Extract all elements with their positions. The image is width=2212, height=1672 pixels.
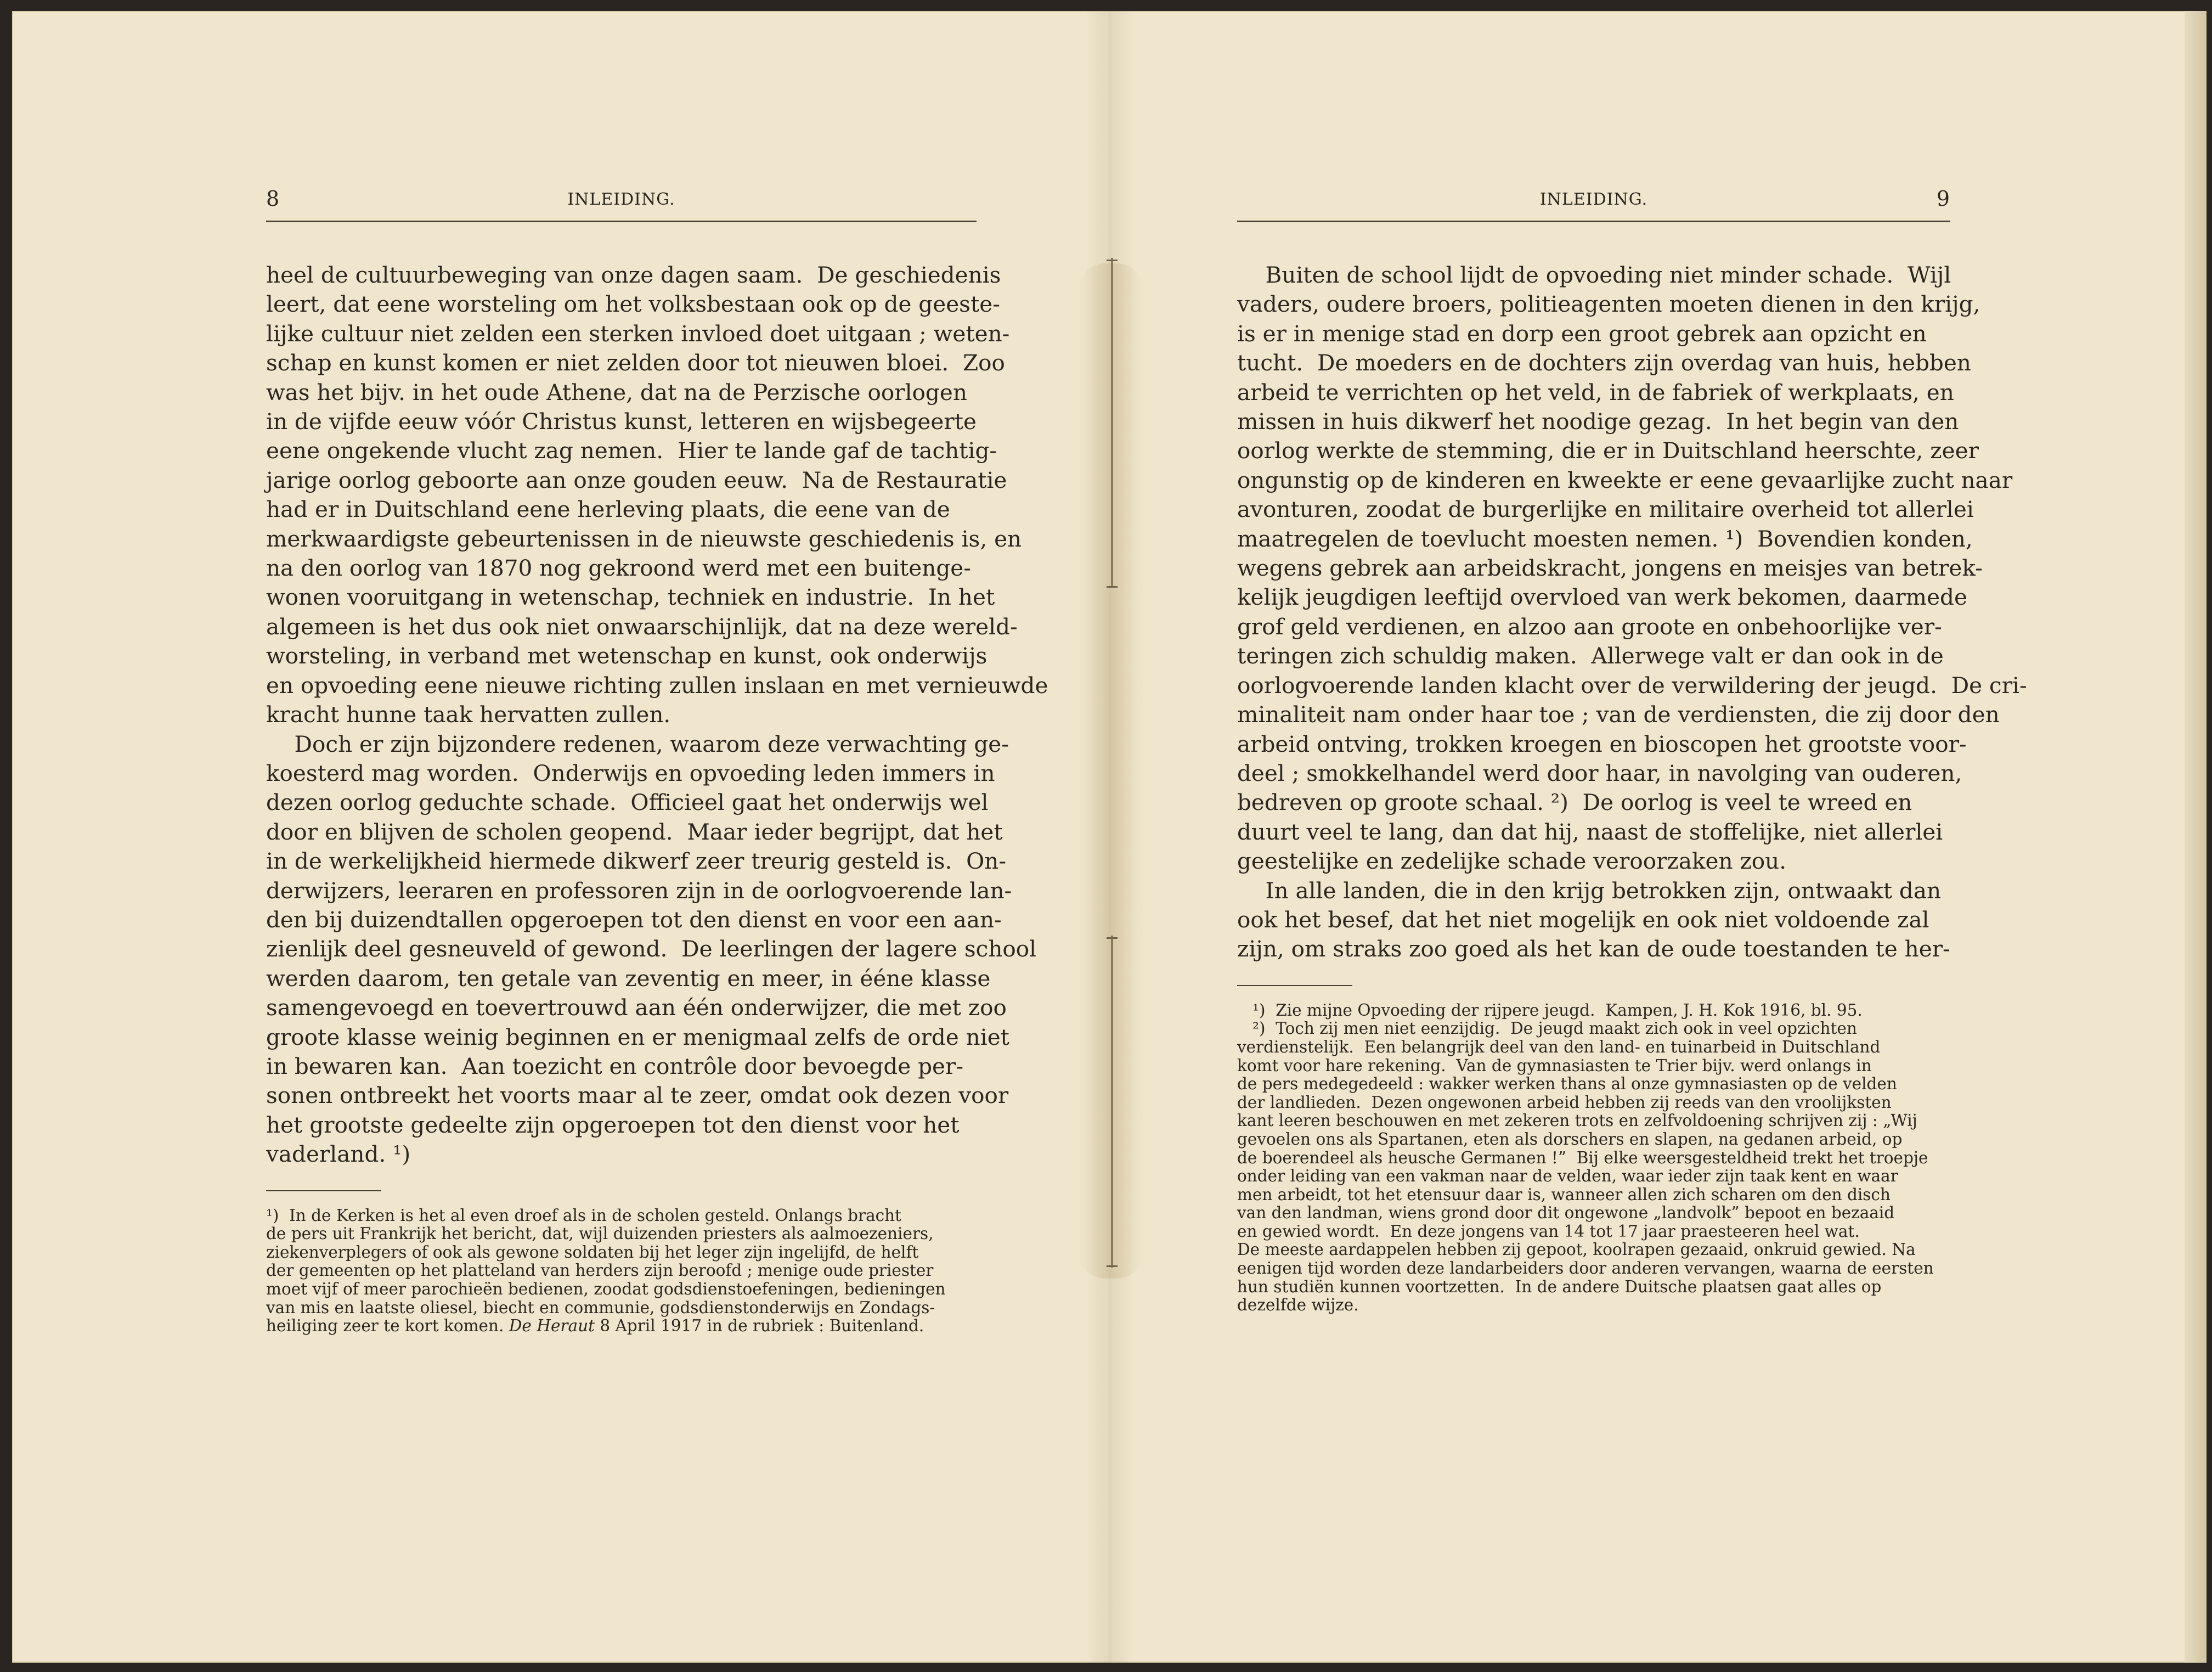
body-line: worsteling, in verband met wetenschap en kunst, ook onderwijs <box>266 643 988 669</box>
page-number: 9 <box>1936 187 1950 211</box>
footnote-line: hun studiën kunnen voortzetten. In de andere Duitsche plaatsen gaat alles op <box>1237 1277 1882 1296</box>
footnote-line: De meeste aardappelen hebben zij gepoot, koolrapen gezaaid, onkruid gewied. Na <box>1237 1240 1916 1259</box>
body-line: arbeid te verrichten op het veld, in de fabriek of werkplaats, en <box>1237 379 1954 406</box>
binding-mark <box>1107 260 1118 261</box>
binding-mark <box>1107 937 1118 939</box>
body-line: duurt veel te lang, dan dat hij, naast de stoffelijke, niet allerlei <box>1237 818 1943 845</box>
body-line: in de vijfde eeuw vóór Christus kunst, letteren en wijsbegeerte <box>266 408 977 435</box>
body-line: eene ongekende vlucht zag nemen. Hier te lande gaf de tachtig- <box>266 437 997 464</box>
footnote-line: dezelfde wijze. <box>1237 1296 1359 1315</box>
footnote-rule <box>1237 985 1352 986</box>
publication-title: De Heraut <box>509 1316 595 1336</box>
body-line: vaderland. ¹) <box>266 1141 411 1168</box>
body-line: derwijzers, leeraren en professoren zijn in de oorlogvoerende lan- <box>266 877 1012 904</box>
footnote-line: de pers medegedeeld : wakker werken thans al onze gymnasiasten op de velden <box>1237 1074 1897 1094</box>
body-line: oorlog werkte de stemming, die er in Duitschland heerschte, zeer <box>1237 437 1979 464</box>
body-line: lijke cultuur niet zelden een sterken invloed doet uitgaan ; weten- <box>266 320 1010 347</box>
binding-thread-upper <box>1111 258 1113 587</box>
running-head <box>1237 181 1950 222</box>
binding-thread-lower <box>1111 936 1113 1268</box>
body-line: zienlijk deel gesneuveld of gewond. De leerlingen der lagere school <box>266 936 1037 962</box>
footnote-line: moet vijf of meer parochieën bedienen, zoodat godsdienstoefeningen, bedieningen <box>266 1279 946 1298</box>
body-line: algemeen is het dus ook niet onwaarschijnlijk, dat na deze wereld- <box>266 613 1018 640</box>
body-line: na den oorlog van 1870 nog gekroond werd met een buitenge- <box>266 555 971 582</box>
running-head-title: INLEIDING. <box>1539 190 1648 209</box>
body-text <box>266 261 1048 1169</box>
body-line: maatregelen de toevlucht moesten nemen. ¹) Bovendien konden, <box>1237 525 1973 552</box>
body-line: avonturen, zoodat de burgerlijke en militaire overheid tot allerlei <box>1237 496 1974 523</box>
body-line: groote klasse weinig beginnen en er menigmaal zelfs de orde niet <box>266 1023 1009 1050</box>
body-line: arbeid ontving, trokken kroegen en bioscopen het grootste voor- <box>1237 730 1967 757</box>
footnote-line: heiliging zeer te kort komen. De Heraut 8 April 1917 in de rubriek : Buitenland. <box>266 1316 924 1336</box>
body-line: vaders, oudere broers, politieagenten moeten dienen in den krijg, <box>1237 291 1980 318</box>
body-line: dezen oorlog geduchte schade. Officieel gaat het onderwijs wel <box>266 789 989 816</box>
body-line: in de werkelijkheid hiermede dikwerf zeer treurig gesteld is. On- <box>266 848 1007 875</box>
footnote-rule <box>266 1190 381 1191</box>
body-line: tucht. De moeders en de dochters zijn overdag van huis, hebben <box>1237 350 1971 376</box>
footnote-line: van den landman, wiens grond door dit ongewone „landvolk” bepoot en bezaaid <box>1237 1203 1895 1223</box>
running-head-title: INLEIDING. <box>567 190 675 209</box>
footnote-line: der landlieden. Dezen ongewonen arbeid hebben zij reeds van den vroolijksten <box>1237 1093 1892 1112</box>
body-line: minaliteit nam onder haar toe ; van de verdiensten, die zij door den <box>1237 701 2000 728</box>
body-line: teringen zich schuldig maken. Allerwege valt er dan ook in de <box>1237 643 1944 669</box>
footnote-line: van mis en laatste oliesel, biecht en communie, godsdienstonderwijs en Zondags- <box>266 1298 935 1317</box>
footnote-line: verdienstelijk. Een belangrijk deel van den land- en tuinarbeid in Duitschland <box>1237 1037 1881 1056</box>
body-line: kelijk jeugdigen leeftijd overvloed van werk bekomen, daarmede <box>1237 584 1967 611</box>
running-head <box>266 181 977 222</box>
body-line: ongunstig op de kinderen en kweekte er eene gevaarlijke zucht naar <box>1237 466 2013 493</box>
right-page <box>1237 181 2027 1315</box>
footnote-line: ziekenverplegers of ook als gewone soldaten bij het leger zijn ingelijfd, de helft <box>266 1242 919 1262</box>
footnote-line: kant leeren beschouwen en met zekeren trots en zelfvoldoening schrijven zij : „Wij <box>1237 1111 1917 1130</box>
page-edge <box>2185 11 2207 1663</box>
body-line: merkwaardigste gebeurtenissen in de nieuwste geschiedenis is, en <box>266 525 1022 552</box>
footnote-line: eenigen tijd worden deze landarbeiders door anderen vervangen, waarna de eersten <box>1237 1259 1934 1278</box>
footnote-line: de pers uit Frankrijk het bericht, dat, wijl duizenden priesters als aalmoezeniers, <box>266 1224 934 1243</box>
body-line: den bij duizendtallen opgeroepen tot den dienst en voor een aan- <box>266 906 1002 933</box>
body-line: schap en kunst komen er niet zelden door tot nieuwen bloei. Zoo <box>266 350 1005 376</box>
body-line: werden daarom, ten getale van zeventig en meer, in ééne klasse <box>266 965 991 992</box>
body-line: kracht hunne taak hervatten zullen. <box>266 701 671 728</box>
footnotes <box>1237 1001 1950 1315</box>
body-line: koesterd mag worden. Onderwijs en opvoeding leden immers in <box>266 759 995 786</box>
body-line: bedreven op groote schaal. ²) De oorlog is veel te wreed en <box>1237 789 1912 816</box>
body-line: zijn, om straks zoo goed als het kan de oude toestanden te her- <box>1237 936 1950 962</box>
footnote-line: gevoelen ons als Spartanen, eten als dorschers en slapen, na gedanen arbeid, op <box>1237 1129 1903 1149</box>
body-line: geestelijke en zedelijke schade veroorzaken zou. <box>1237 848 1787 875</box>
footnote-line: ¹) In de Kerken is het al even droef als in de scholen gesteld. Onlangs bracht <box>266 1206 902 1225</box>
binding-mark <box>1107 586 1118 588</box>
body-line: in bewaren kan. Aan toezicht en contrôle door bevoegde per- <box>266 1052 964 1079</box>
footnote-line: en gewied wordt. En deze jongens van 14 tot 17 jaar praesteeren heel wat. <box>1237 1221 1860 1241</box>
footnote-line: de boerendeel als heusche Germanen !” Bij elke weersgesteldheid trekt het troepje <box>1237 1148 1928 1167</box>
binding-mark <box>1107 1265 1118 1267</box>
body-line: missen in huis dikwerf het noodige gezag. In het begin van den <box>1237 408 1959 435</box>
body-line: sonen ontbreekt het voorts maar al te zeer, omdat ook dezen voor <box>266 1082 1009 1109</box>
body-line: samengevoegd en toevertrouwd aan één onderwijzer, die met zoo <box>266 994 1007 1021</box>
body-line: oorlogvoerende landen klacht over de verwildering der jeugd. De cri- <box>1237 672 2027 699</box>
body-line: leert, dat eene worsteling om het volksbestaan ook op de geeste- <box>266 291 1000 318</box>
body-line: het grootste gedeelte zijn opgeroepen tot den dienst voor het <box>266 1111 960 1138</box>
left-page <box>266 181 1048 1336</box>
body-line: door en blijven de scholen geopend. Maar ieder begrijpt, dat het <box>266 818 1003 845</box>
body-line: In alle landen, die in den krijg betrokken zijn, ontwaakt dan <box>1237 877 1942 904</box>
body-line: deel ; smokkelhandel werd door haar, in navolging van ouderen, <box>1237 759 1962 786</box>
page-number: 8 <box>266 187 280 211</box>
footnote-line: komt voor hare rekening. Van de gymnasiasten te Trier bijv. werd onlangs in <box>1237 1056 1872 1075</box>
body-line: wonen vooruitgang in wetenschap, techniek en industrie. In het <box>266 584 995 611</box>
footnote-line: ²) Toch zij men niet eenzijdig. De jeugd maakt zich ook in veel opzichten <box>1237 1019 1857 1038</box>
body-text <box>1237 261 2027 964</box>
body-line: heel de cultuurbeweging van onze dagen saam. De geschiedenis <box>266 262 1001 288</box>
body-line: Doch er zijn bijzondere redenen, waarom deze verwachting ge- <box>266 730 1009 757</box>
body-line: Buiten de school lijdt de opvoeding niet minder schade. Wijl <box>1237 262 1951 288</box>
footnote-line: onder leiding van een vakman naar de velden, waar ieder zijn taak kent en waar <box>1237 1167 1898 1186</box>
footnote-line: ¹) Zie mijne Opvoeding der rijpere jeugd. Kampen, J. H. Kok 1916, bl. 95. <box>1237 1000 1863 1020</box>
body-line: ook het besef, dat het niet mogelijk en ook niet voldoende zal <box>1237 906 1929 933</box>
body-line: jarige oorlog geboorte aan onze gouden eeuw. Na de Restauratie <box>266 466 1007 493</box>
footnotes <box>266 1207 977 1336</box>
body-line: is er in menige stad en dorp een groot gebrek aan opzicht en <box>1237 320 1927 347</box>
body-line: was het bijv. in het oude Athene, dat na de Perzische oorlogen <box>266 379 967 406</box>
body-line: en opvoeding eene nieuwe richting zullen inslaan en met vernieuwde <box>266 672 1048 699</box>
footnote-line: der gemeenten op het platteland van herders zijn beroofd ; menige oude priester <box>266 1261 934 1280</box>
body-line: wegens gebrek aan arbeidskracht, jongens en meisjes van betrek- <box>1237 555 1983 582</box>
footnote-line: men arbeidt, tot het etensuur daar is, wanneer allen zich scharen om den disch <box>1237 1185 1891 1204</box>
body-line: grof geld verdienen, en alzoo aan groote en onbehoorlijke ver- <box>1237 613 1942 640</box>
body-line: had er in Duitschland eene herleving plaats, die eene van de <box>266 496 950 523</box>
